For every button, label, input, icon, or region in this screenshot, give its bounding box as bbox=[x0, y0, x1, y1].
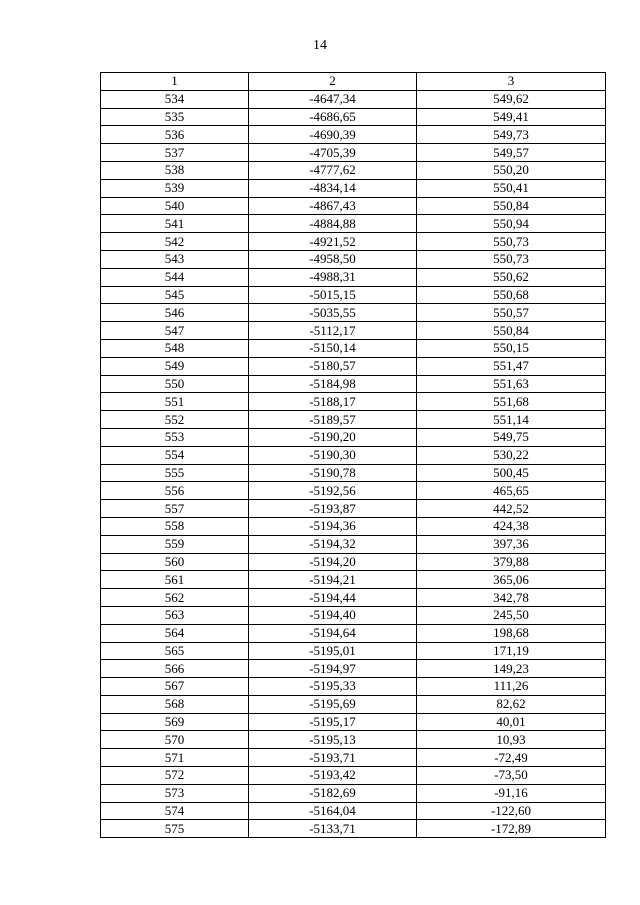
point-number-cell: 561 bbox=[101, 571, 249, 589]
y-coordinate-cell: 550,73 bbox=[417, 233, 606, 251]
point-number-cell: 551 bbox=[101, 393, 249, 411]
y-coordinate-cell: 245,50 bbox=[417, 606, 606, 624]
x-coordinate-cell: -5195,17 bbox=[249, 713, 417, 731]
point-number-cell: 556 bbox=[101, 482, 249, 500]
x-coordinate-cell: -4834,14 bbox=[249, 179, 417, 197]
y-coordinate-cell: 549,41 bbox=[417, 108, 606, 126]
y-coordinate-cell: 198,68 bbox=[417, 624, 606, 642]
y-coordinate-cell: 365,06 bbox=[417, 571, 606, 589]
point-number-cell: 546 bbox=[101, 304, 249, 322]
x-coordinate-cell: -5035,55 bbox=[249, 304, 417, 322]
x-coordinate-cell: -5194,32 bbox=[249, 535, 417, 553]
table-row bbox=[101, 393, 606, 411]
point-number-cell: 554 bbox=[101, 446, 249, 464]
point-number-cell: 575 bbox=[101, 820, 249, 838]
x-coordinate-cell: -5180,57 bbox=[249, 357, 417, 375]
point-number-cell: 573 bbox=[101, 784, 249, 802]
table-row bbox=[101, 695, 606, 713]
point-number-cell: 535 bbox=[101, 108, 249, 126]
table-row bbox=[101, 571, 606, 589]
x-coordinate-cell: -5189,57 bbox=[249, 411, 417, 429]
point-number-cell: 534 bbox=[101, 90, 249, 108]
y-coordinate-cell: 549,62 bbox=[417, 90, 606, 108]
x-coordinate-cell: -5193,42 bbox=[249, 767, 417, 785]
table-row bbox=[101, 820, 606, 838]
table-row bbox=[101, 428, 606, 446]
x-coordinate-cell: -5112,17 bbox=[249, 322, 417, 340]
table-row bbox=[101, 446, 606, 464]
x-coordinate-cell: -5164,04 bbox=[249, 802, 417, 820]
table-row bbox=[101, 767, 606, 785]
header-row bbox=[101, 73, 606, 91]
point-number-cell: 543 bbox=[101, 250, 249, 268]
x-coordinate-cell: -5193,87 bbox=[249, 500, 417, 518]
y-coordinate-cell: 550,84 bbox=[417, 197, 606, 215]
table-row bbox=[101, 553, 606, 571]
point-number-cell: 557 bbox=[101, 500, 249, 518]
x-coordinate-cell: -5190,78 bbox=[249, 464, 417, 482]
column-header-1: 1 bbox=[101, 73, 249, 91]
point-number-cell: 570 bbox=[101, 731, 249, 749]
table-row bbox=[101, 678, 606, 696]
table-row bbox=[101, 749, 606, 767]
point-number-cell: 568 bbox=[101, 695, 249, 713]
point-number-cell: 553 bbox=[101, 428, 249, 446]
table-row bbox=[101, 713, 606, 731]
y-coordinate-cell: -91,16 bbox=[417, 784, 606, 802]
x-coordinate-cell: -5195,69 bbox=[249, 695, 417, 713]
y-coordinate-cell: 397,36 bbox=[417, 535, 606, 553]
table-row bbox=[101, 339, 606, 357]
table-row bbox=[101, 802, 606, 820]
x-coordinate-cell: -5184,98 bbox=[249, 375, 417, 393]
y-coordinate-cell: 379,88 bbox=[417, 553, 606, 571]
y-coordinate-cell: 550,94 bbox=[417, 215, 606, 233]
point-number-cell: 549 bbox=[101, 357, 249, 375]
point-number-cell: 540 bbox=[101, 197, 249, 215]
table-row bbox=[101, 517, 606, 535]
point-number-cell: 563 bbox=[101, 606, 249, 624]
y-coordinate-cell: -72,49 bbox=[417, 749, 606, 767]
y-coordinate-cell: 442,52 bbox=[417, 500, 606, 518]
point-number-cell: 548 bbox=[101, 339, 249, 357]
x-coordinate-cell: -4867,43 bbox=[249, 197, 417, 215]
table-row bbox=[101, 304, 606, 322]
point-number-cell: 536 bbox=[101, 126, 249, 144]
point-number-cell: 539 bbox=[101, 179, 249, 197]
point-number-cell: 564 bbox=[101, 624, 249, 642]
table-row bbox=[101, 233, 606, 251]
point-number-cell: 537 bbox=[101, 144, 249, 162]
y-coordinate-cell: 465,65 bbox=[417, 482, 606, 500]
table-row bbox=[101, 322, 606, 340]
y-coordinate-cell: 171,19 bbox=[417, 642, 606, 660]
x-coordinate-cell: -4921,52 bbox=[249, 233, 417, 251]
x-coordinate-cell: -5195,33 bbox=[249, 678, 417, 696]
y-coordinate-cell: 550,57 bbox=[417, 304, 606, 322]
x-coordinate-cell: -5194,36 bbox=[249, 517, 417, 535]
x-coordinate-cell: -5188,17 bbox=[249, 393, 417, 411]
x-coordinate-cell: -4686,65 bbox=[249, 108, 417, 126]
table-body bbox=[101, 90, 606, 837]
table-row bbox=[101, 286, 606, 304]
y-coordinate-cell: -172,89 bbox=[417, 820, 606, 838]
table-row bbox=[101, 126, 606, 144]
point-number-cell: 567 bbox=[101, 678, 249, 696]
y-coordinate-cell: 424,38 bbox=[417, 517, 606, 535]
point-number-cell: 571 bbox=[101, 749, 249, 767]
y-coordinate-cell: 550,84 bbox=[417, 322, 606, 340]
y-coordinate-cell: 550,15 bbox=[417, 339, 606, 357]
x-coordinate-cell: -4884,88 bbox=[249, 215, 417, 233]
point-number-cell: 544 bbox=[101, 268, 249, 286]
x-coordinate-cell: -5194,20 bbox=[249, 553, 417, 571]
x-coordinate-cell: -5195,13 bbox=[249, 731, 417, 749]
table-row bbox=[101, 161, 606, 179]
x-coordinate-cell: -5194,40 bbox=[249, 606, 417, 624]
y-coordinate-cell: 550,73 bbox=[417, 250, 606, 268]
point-number-cell: 555 bbox=[101, 464, 249, 482]
point-number-cell: 547 bbox=[101, 322, 249, 340]
table-row bbox=[101, 660, 606, 678]
table-row bbox=[101, 179, 606, 197]
y-coordinate-cell: 551,14 bbox=[417, 411, 606, 429]
x-coordinate-cell: -4958,50 bbox=[249, 250, 417, 268]
y-coordinate-cell: 551,68 bbox=[417, 393, 606, 411]
y-coordinate-cell: 342,78 bbox=[417, 589, 606, 607]
point-number-cell: 550 bbox=[101, 375, 249, 393]
point-number-cell: 562 bbox=[101, 589, 249, 607]
y-coordinate-cell: 550,20 bbox=[417, 161, 606, 179]
x-coordinate-cell: -5133,71 bbox=[249, 820, 417, 838]
point-number-cell: 541 bbox=[101, 215, 249, 233]
x-coordinate-cell: -5192,56 bbox=[249, 482, 417, 500]
y-coordinate-cell: 549,73 bbox=[417, 126, 606, 144]
table-row bbox=[101, 268, 606, 286]
x-coordinate-cell: -5015,15 bbox=[249, 286, 417, 304]
y-coordinate-cell: 551,63 bbox=[417, 375, 606, 393]
page-number: 14 bbox=[313, 38, 327, 53]
table-row bbox=[101, 197, 606, 215]
x-coordinate-cell: -4988,31 bbox=[249, 268, 417, 286]
point-number-cell: 574 bbox=[101, 802, 249, 820]
x-coordinate-cell: -5194,97 bbox=[249, 660, 417, 678]
x-coordinate-cell: -5190,30 bbox=[249, 446, 417, 464]
table-row bbox=[101, 108, 606, 126]
point-number-cell: 565 bbox=[101, 642, 249, 660]
table-row bbox=[101, 90, 606, 108]
table-row bbox=[101, 606, 606, 624]
x-coordinate-cell: -5194,21 bbox=[249, 571, 417, 589]
table-row bbox=[101, 535, 606, 553]
table-header bbox=[101, 73, 606, 91]
point-number-cell: 560 bbox=[101, 553, 249, 571]
x-coordinate-cell: -5182,69 bbox=[249, 784, 417, 802]
x-coordinate-cell: -4705,39 bbox=[249, 144, 417, 162]
y-coordinate-cell: 149,23 bbox=[417, 660, 606, 678]
table-row bbox=[101, 500, 606, 518]
point-number-cell: 545 bbox=[101, 286, 249, 304]
column-header-3: 3 bbox=[417, 73, 606, 91]
y-coordinate-cell: 551,47 bbox=[417, 357, 606, 375]
x-coordinate-cell: -4647,34 bbox=[249, 90, 417, 108]
x-coordinate-cell: -5150,14 bbox=[249, 339, 417, 357]
column-header-2: 2 bbox=[249, 73, 417, 91]
x-coordinate-cell: -5195,01 bbox=[249, 642, 417, 660]
x-coordinate-cell: -5190,20 bbox=[249, 428, 417, 446]
y-coordinate-cell: 549,57 bbox=[417, 144, 606, 162]
y-coordinate-cell: 550,68 bbox=[417, 286, 606, 304]
y-coordinate-cell: 82,62 bbox=[417, 695, 606, 713]
point-number-cell: 572 bbox=[101, 767, 249, 785]
coordinates-table bbox=[100, 72, 606, 838]
y-coordinate-cell: 550,41 bbox=[417, 179, 606, 197]
point-number-cell: 569 bbox=[101, 713, 249, 731]
table-row bbox=[101, 482, 606, 500]
table-row bbox=[101, 144, 606, 162]
y-coordinate-cell: 530,22 bbox=[417, 446, 606, 464]
x-coordinate-cell: -5193,71 bbox=[249, 749, 417, 767]
point-number-cell: 566 bbox=[101, 660, 249, 678]
y-coordinate-cell: 40,01 bbox=[417, 713, 606, 731]
table-row bbox=[101, 624, 606, 642]
x-coordinate-cell: -4690,39 bbox=[249, 126, 417, 144]
table-row bbox=[101, 589, 606, 607]
table-row bbox=[101, 464, 606, 482]
x-coordinate-cell: -5194,44 bbox=[249, 589, 417, 607]
x-coordinate-cell: -4777,62 bbox=[249, 161, 417, 179]
y-coordinate-cell: -73,50 bbox=[417, 767, 606, 785]
y-coordinate-cell: 549,75 bbox=[417, 428, 606, 446]
point-number-cell: 552 bbox=[101, 411, 249, 429]
y-coordinate-cell: 500,45 bbox=[417, 464, 606, 482]
table-row bbox=[101, 215, 606, 233]
point-number-cell: 542 bbox=[101, 233, 249, 251]
point-number-cell: 559 bbox=[101, 535, 249, 553]
table-row bbox=[101, 375, 606, 393]
y-coordinate-cell: -122,60 bbox=[417, 802, 606, 820]
point-number-cell: 538 bbox=[101, 161, 249, 179]
table-row bbox=[101, 250, 606, 268]
table-row bbox=[101, 784, 606, 802]
y-coordinate-cell: 111,26 bbox=[417, 678, 606, 696]
table-row bbox=[101, 411, 606, 429]
y-coordinate-cell: 550,62 bbox=[417, 268, 606, 286]
table-row bbox=[101, 731, 606, 749]
x-coordinate-cell: -5194,64 bbox=[249, 624, 417, 642]
table-row bbox=[101, 642, 606, 660]
table-row bbox=[101, 357, 606, 375]
point-number-cell: 558 bbox=[101, 517, 249, 535]
y-coordinate-cell: 10,93 bbox=[417, 731, 606, 749]
